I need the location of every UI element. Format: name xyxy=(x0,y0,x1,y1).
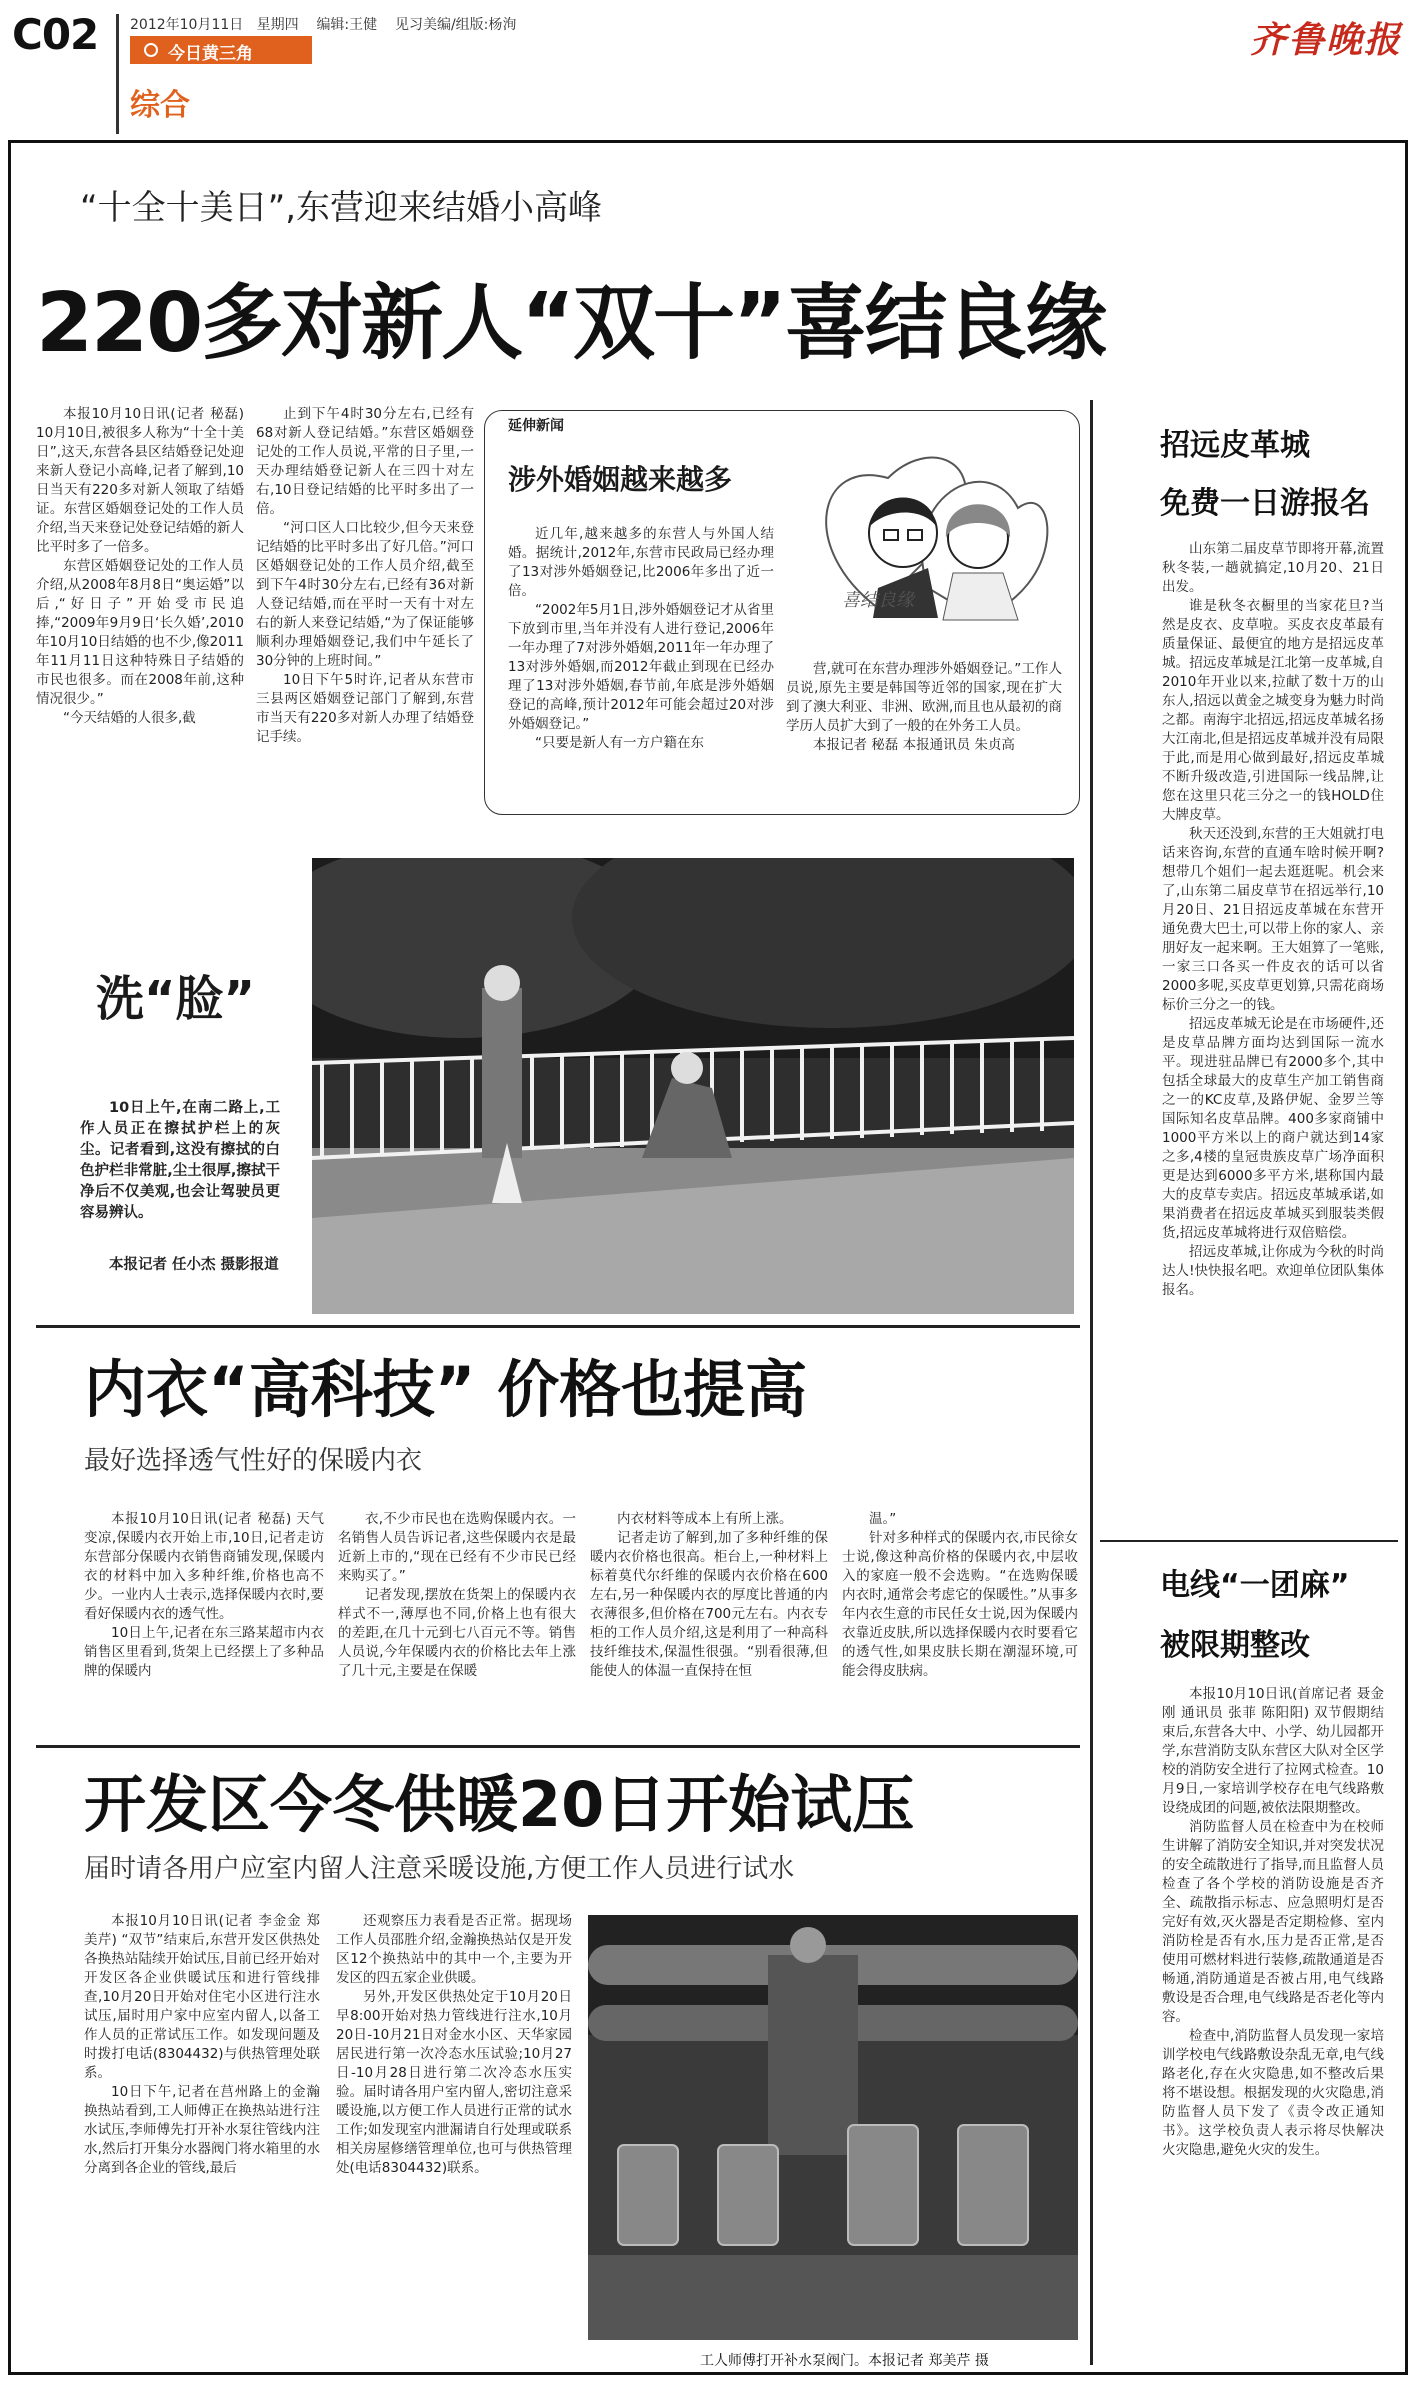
paragraph: 针对多种样式的保暖内衣,市民徐女士说,像这种高价格的保暖内衣,中层收入的家庭一般不会选购。“在选购保暖内衣时,通常会考虑它的保暖性。”从事多年内衣生意的市民任女士说,因为保暖内衣靠近皮肤,所以选择保暖内衣时要看它的透气性,如果皮肤长期在潮湿环境,可能会得皮肤病。 xyxy=(842,1530,1078,1679)
paragraph: 山东第二届皮草节即将开幕,流置秋冬装,一趟就搞定,10月20、21日出发。 xyxy=(1162,541,1384,595)
header-layout: 见习美编/组版:杨洵 xyxy=(394,17,517,33)
paragraph: 本报10月10日讯(记者 李金金 郑美芹) “双节”结束后,东营开发区供热处各换热站陆续开始试压,目前已经开始对开发区各企业供暖试压和进行管线排查,10月20日开始对住宅小区进行注水试压,届时用户家中应室内留人,以备工作人员的正常试压工作。如发现问题及时拨打电话(8304432)与供热管理处联系。 xyxy=(84,1913,320,2081)
article2-subtitle: 最好选择透气性好的保暖内衣 xyxy=(84,1446,423,1476)
paragraph: 本报10月10日讯(记者 秘磊) 天气变凉,保暖内衣开始上市,10日,记者走访东营部分保暖内衣销售商铺发现,保暖内衣的材料中加入多种纤维,价格也高不少。一业内人士表示,选择保暖内衣时,要看好保暖内衣的透气性。 xyxy=(84,1511,324,1622)
paragraph: 近几年,越来越多的东营人与外国人结婚。据统计,2012年,东营市民政局已经办理了13对涉外婚姻登记,比2006年多出了近一倍。 xyxy=(508,526,774,599)
tag-circle-icon xyxy=(144,43,158,57)
article3-col1 xyxy=(84,1912,320,2178)
header-divider xyxy=(116,14,119,134)
section-tag-label: 今日黄三角 xyxy=(168,44,253,64)
paragraph: 东营区婚姻登记处的工作人员介绍,从2008年8月8日“奥运婚”以后,“好日子”开始受市民追捧,“2009年9月9日‘长久婚’,2010年10月10日结婚的也不少,像2011年11月11日这种特殊日子结婚的市民也很多。而在2008年前,这种情况很少。” xyxy=(36,558,245,707)
paragraph: 10日下午5时许,记者从东营市三县两区婚姻登记部门了解到,东营市当天有220多对新人办理了结婚登记手续。 xyxy=(256,672,474,745)
article1-col1 xyxy=(36,405,244,728)
paragraph: 记者发现,摆放在货架上的保暖内衣样式不一,薄厚也不同,价格上也有很大的差距,在几十元到七八百元不等。销售人员说,今年保暖内衣的价格比去年上涨了几十元,主要是在保暖 xyxy=(338,1587,576,1679)
side1-title-line1: 招远皮革城 xyxy=(1160,428,1310,463)
paragraph: 招远皮革城无论是在市场硬件,还是皮草品牌方面均达到国际一流水平。现进驻品牌已有2000多个,其中包括全球最大的皮草生产加工销售商之一的KC皮草,及路伊妮、金罗兰等国际知名皮草品牌。400多家商铺中1000平方米以上的商户就达到14家之多,4楼的皇冠贵族皮草广场净面积更是达到6000多平方米,堪称国内最大的皮草专卖店。招远皮革城承诺,如果消费者在招远皮革城买到服装类假货,招远皮革城将进行双倍赔偿。 xyxy=(1162,1016,1384,1241)
article2-col4 xyxy=(842,1510,1078,1681)
header-editor: 编辑:王健 xyxy=(316,17,378,33)
article2-col3 xyxy=(590,1510,828,1681)
paragraph: 10日上午,记者在东三路某超市内衣销售区里看到,货架上已经摆上了多种品牌的保暖内 xyxy=(84,1625,324,1679)
paragraph: 谁是秋冬衣橱里的当家花旦?当然是皮衣、皮草啦。买皮衣皮革最有质量保证、最便宜的地方是招远皮革城。招远皮革城是江北第一皮革城,自2010年开业以来,拉献了数十万的山东人,招远以黄金之城变身为魅力时尚之都。南海宇北招远,招远皮革城名扬大江南北,但是招远皮革城并没有局限于此,而是用心做到最好,招远皮革城不断升级改造,引进国际一线品牌,让您在这里只花三分之一的钱HOLD住大牌皮草。 xyxy=(1162,598,1384,823)
side1-body xyxy=(1162,540,1384,1300)
header-meta xyxy=(130,14,516,34)
extended-news-title: 涉外婚姻越来越多 xyxy=(508,463,733,496)
article2-col2 xyxy=(338,1510,576,1681)
article2-col1 xyxy=(84,1510,324,1681)
paragraph: 营,就可在东营办理涉外婚姻登记。”工作人员说,原先主要是韩国等近邻的国家,现在扩大到了澳大利亚、非洲、欧洲,而且也从最初的商学历人员扩大到了一般的在外务工人员。 xyxy=(786,661,1062,734)
page-number: C02 xyxy=(12,10,99,59)
paragraph: 衣,不少市民也在选购保暖内衣。一名销售人员告诉记者,这些保暖内衣是最近新上市的,“现在已经有不少市民已经来购买了。” xyxy=(338,1511,576,1584)
paragraph: 秋天还没到,东营的王大姐就打电话来咨询,东营的直通车啥时候开啊?想带几个姐们一起去逛逛呢。机会来了,山东第二届皮草节在招远举行,10月20日、21日招远皮革城在东营开通免费大巴士,可以带上你的家人、亲朋好友一起来啊。王大姐算了一笔账,一家三口各买一件皮衣的话可以省2000多呢,买皮草更划算,只需花商场标价三分之一的钱。 xyxy=(1162,826,1384,1013)
photo1-caption xyxy=(80,1098,280,1224)
paragraph: 还观察压力表看是否正常。据现场工作人员邵胜介绍,金瀚换热站仅是开发区12个换热站中的其中一个,主要为开发区的四五家企业供暖。 xyxy=(336,1913,572,1986)
header-weekday: 星期四 xyxy=(256,17,299,33)
extended-news-col1 xyxy=(508,525,774,753)
paragraph: “河口区人口比较少,但今天来登记结婚的比平时多出了好几倍。”河口区婚姻登记处的工作人员介绍,截至到下午4时30分左右,已经有36对新人登记结婚,而在平时一天有十对左右的新人来登记结婚,“为了保证能够顺利办理婚姻登记,我们中午延长了30分钟的上班时间。” xyxy=(256,520,474,669)
section-title: 综合 xyxy=(130,88,190,123)
sidebar-section-divider xyxy=(1100,1540,1398,1542)
paragraph: 内衣材料等成本上有所上涨。 xyxy=(617,1511,793,1527)
credit-text: 本报记者 任小杰 摄影报道 xyxy=(109,1257,279,1273)
heating-station-photo xyxy=(588,1915,1078,2340)
article3-photo-caption: 工人师傅打开补水泵阀门。本报记者 郑美芹 摄 xyxy=(700,2353,989,2369)
paragraph: 检查中,消防监督人员发现一家培训学校电气线路敷设杂乱无章,电气线路老化,存在火灾隐患,如不整改后果将不堪设想。根据发现的火灾隐患,消防监督人员下发了《责令改正通知书》。这学校负责人表示将尽快解决火灾隐患,避免火灾的发生。 xyxy=(1162,2028,1384,2158)
article3-subtitle: 届时请各用户应室内留人注意采暖设施,方便工作人员进行试水 xyxy=(84,1854,795,1884)
caption-text: 10日上午,在南二路上,工作人员正在擦拭护栏上的灰尘。记者看到,这没有擦拭的白色护栏非常脏,尘土很厚,擦拭干净后不仅美观,也会让驾驶员更容易辨认。 xyxy=(80,1100,280,1221)
photo1-credit xyxy=(80,1255,280,1276)
extended-news-label: 延伸新闻 xyxy=(508,418,564,434)
paragraph: 本报10月10日讯(记者 秘磊) 10月10日,被很多人称为“十全十美日”,这天,东营各县区结婚登记处迎来新人登记小高峰,记者了解到,10日当天有220多对新人领取了结婚证。东营区婚姻登记处的工作人员介绍,当天来登记处登记结婚的新人比平时多了一倍多。 xyxy=(36,406,244,555)
paragraph: 温。” xyxy=(869,1511,897,1527)
cartoon-text: 喜结良缘 xyxy=(842,590,914,611)
paragraph: 另外,开发区供热处定于10月20日早8:00开始对热力管线进行注水,10月20日-10月21日对金水小区、天华家园居民进行第一次冷态水压试验;10月27日-10月28日进行第二次冷态水压实验。届时请各用户室内留人,密切注意采暖设施,以方便工作人员进行正常的试水工作;如发现室内泄漏请自行处理或联系相关房屋修缮管理单位,也可与供热管理处(电话8304432)联系。 xyxy=(336,1989,572,2176)
header-date: 2012年10月11日 xyxy=(130,17,244,33)
newspaper-logo: 齐鲁晚报 xyxy=(1250,19,1403,61)
sidebar-divider xyxy=(1090,400,1093,2365)
paragraph: 止到下午4时30分左右,已经有68对新人登记结婚。”东营区婚姻登记处的工作人员说,平常的日子里,一天办理结婚登记新人在三四十对左右,10日登记结婚的比平时多出了一倍。 xyxy=(256,406,474,517)
extended-news-col2 xyxy=(786,660,1062,755)
article1-col2 xyxy=(256,405,474,747)
article1-kicker: “十全十美日”,东营迎来结婚小高峰 xyxy=(80,188,603,228)
article3-title: 开发区今冬供暖20日开始试压 xyxy=(84,1768,915,1841)
article2-title: 内衣“高科技” 价格也提高 xyxy=(84,1353,808,1426)
guardrail-cleaning-photo xyxy=(312,858,1074,1314)
section-tag xyxy=(130,36,312,64)
byline: 本报记者 秘磊 本报通讯员 朱贞高 xyxy=(813,737,1015,753)
paragraph: 消防监督人员在检查中为在校师生讲解了消防安全知识,并对突发状况的安全疏散进行了指导,而且监督人员检查了各个学校的消防设施是否齐全、疏散指示标志、应急照明灯是否完好有效,灭火器是否定期检修、室内消防栓是否有水,压力是否正常,是否使用可燃材料进行装修,疏散通道是否畅通,消防通道是否被占用,电气线路敷设是否合理,电气线路是否老化等内容。 xyxy=(1162,1819,1384,2025)
article1-title: 220多对新人“双十”喜结良缘 xyxy=(36,276,1105,371)
paragraph: “只要是新人有一方户籍在东 xyxy=(535,735,704,751)
section-divider xyxy=(36,1745,1080,1748)
paragraph: 10日下午,记者在莒州路上的金瀚换热站看到,工人师傅正在换热站进行注水试压,李师傅先打开补水泵往管线内注水,然后打开集分水器阀门将水箱里的水分离到各企业的管线,最后 xyxy=(84,2084,320,2176)
paragraph: 本报10月10日讯(首席记者 聂金刚 通讯员 张菲 陈阳阳) 双节假期结束后,东营各大中、小学、幼儿园都开学,东营消防支队东营区大队对全区学校的消防安全进行了拉网式检查。10月9日,一家培训学校存在电气线路敷设绕成团的问题,被依法限期整改。 xyxy=(1162,1686,1384,1816)
paragraph: 招远皮革城,让你成为今秋的时尚达人!快快报名吧。欢迎单位团队集体报名。 xyxy=(1162,1244,1384,1298)
side1-title-line2: 免费一日游报名 xyxy=(1160,486,1370,521)
paragraph: “2002年5月1日,涉外婚姻登记才从省里下放到市里,当年并没有人进行登记,2006年一年办理了7对涉外婚姻,2011年一年办理了13对涉外婚姻,而2012年截止到现在已经办理了13对涉外婚姻,春节前,年底是涉外婚姻登记的高峰,预计2012年可能会超过20对涉外婚姻登记。” xyxy=(508,602,774,732)
photo1-title: 洗“脸” xyxy=(96,971,256,1027)
paragraph: “今天结婚的人很多,截 xyxy=(63,710,196,726)
side2-title-line2: 被限期整改 xyxy=(1160,1628,1310,1663)
side2-body xyxy=(1162,1685,1384,2160)
section-divider xyxy=(36,1325,1080,1328)
article3-col2 xyxy=(336,1912,572,2178)
paragraph: 记者走访了解到,加了多种纤维的保暖内衣价格也很高。柜台上,一种材料上标着莫代尔纤维的保暖内衣价格在600左右,另一种保暖内衣的厚度比普通的内衣薄很多,但价格在700元左右。内衣专柜的工作人员介绍,这是利用了一种高科技纤维技术,保温性很强。“别看很薄,但能使人的体温一直保持在恒 xyxy=(590,1530,828,1679)
side2-title-line1: 电线“一团麻” xyxy=(1160,1568,1350,1603)
